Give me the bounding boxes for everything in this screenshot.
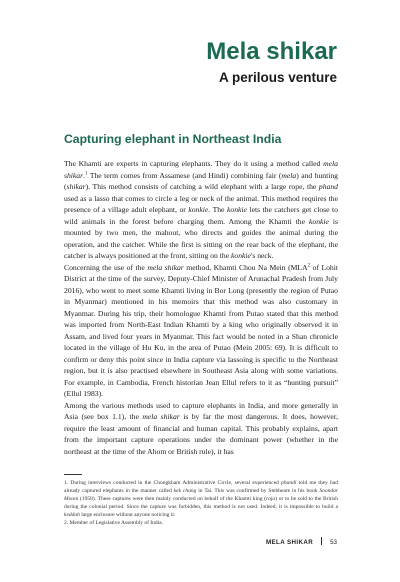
body-text bbox=[64, 158, 338, 457]
paragraph-1: The Khamti are experts in capturing elephants. They do it using a method called mela shikar.$^1$ The term comes from Assamese (and Hindi) combining fair (mela) and hunting (shikar). This method consists of catching a wild elephant with a large rope, the phand used as a lasso that comes to circle a leg or neck of the animal. This method requires the presence of a village adult elephant, or konkie. The konkie lets the catchers get close to wild animals in the forest before charging them. Among the Khamti the konkie is mounted by two men, the mahout, who directs and guides the animal during the operation, and the catcher. While the first is sitting on the rear back of the elephant, the catcher is always positioned at the front, sitting on the konkie's neck. bbox=[64, 159, 339, 260]
page-number: 53 bbox=[330, 539, 337, 546]
footnote-divider bbox=[64, 474, 82, 475]
section-heading: Capturing elephant in Northeast India bbox=[64, 132, 282, 146]
footnote-2: 2. Member of Legislative Assembly of India. bbox=[64, 520, 163, 527]
footer-separator bbox=[321, 537, 322, 545]
paragraph-2: Concerning the use of the mela shikar method, Khamti Chou Na Mein (MLA$^2$ of Lohit District at the time of the survey, Deputy-Chief Minister of Arunachal Pradesh from July 2016), who went to meet some Khamti living in Bor Long (presently the region of Putao in Myanmar) mentioned in his memoirs that this method was also customary in Myanmar. During his trip, their homologue Khamti from Putao stated that this method was imported from North-East Indian Khamti by a king who originally observed it in Assam, and lived four years in Myanmar. This fact would be noted in a Shan chronicle located in the village of Hu Ku, in the area of Putao (Mein 2005: 69). It is difficult to confirm or deny this point since in India capture via lassoing is specific to the Northeast region, but it is also practised elsewhere in Southeast Asia along with some variations. For example, in Cambodia, French historian Jean Ellul refers to it as “hunting pursuit” (Ellul 1983). bbox=[64, 262, 338, 398]
footnotes bbox=[64, 479, 338, 528]
footnote-1: 1. During interviews conducted in the Chongkham Administrative Circle, several experienced phandi told me they had already captured elephants in the manner called kek chang in Tai. This was confirmed by Stebbeare in his book Soondar Mooni (1958). These captures were then mainly conducted on behalf of the Khamti king (raja) or to be sold to the British during the colonial period. Since the capture was forbidden, this method is not used. Indeed, it is impossible to build a keddah large enclosure without anyone noticing it. bbox=[64, 480, 338, 519]
running-head: MELA SHIKAR bbox=[265, 539, 314, 546]
chapter-title: Mela shikar bbox=[206, 38, 337, 65]
paragraph-3: Among the various methods used to capture elephants in India, and more generally in Asia (see box 1.1), the mela shikar is by far the most dangerous. It does, however, require the least amount of financial and human capital. This probably explains, apart from the important capture operations under the dominant power (whether in the northeast at the time of the Ahom or British rule), it has bbox=[64, 400, 338, 456]
page-footer bbox=[266, 537, 337, 546]
footnote-ref-1[interactable]: 1 bbox=[85, 170, 88, 176]
chapter-subtitle: A perilous venture bbox=[218, 70, 337, 85]
footnote-ref-2[interactable]: 2 bbox=[307, 262, 311, 268]
